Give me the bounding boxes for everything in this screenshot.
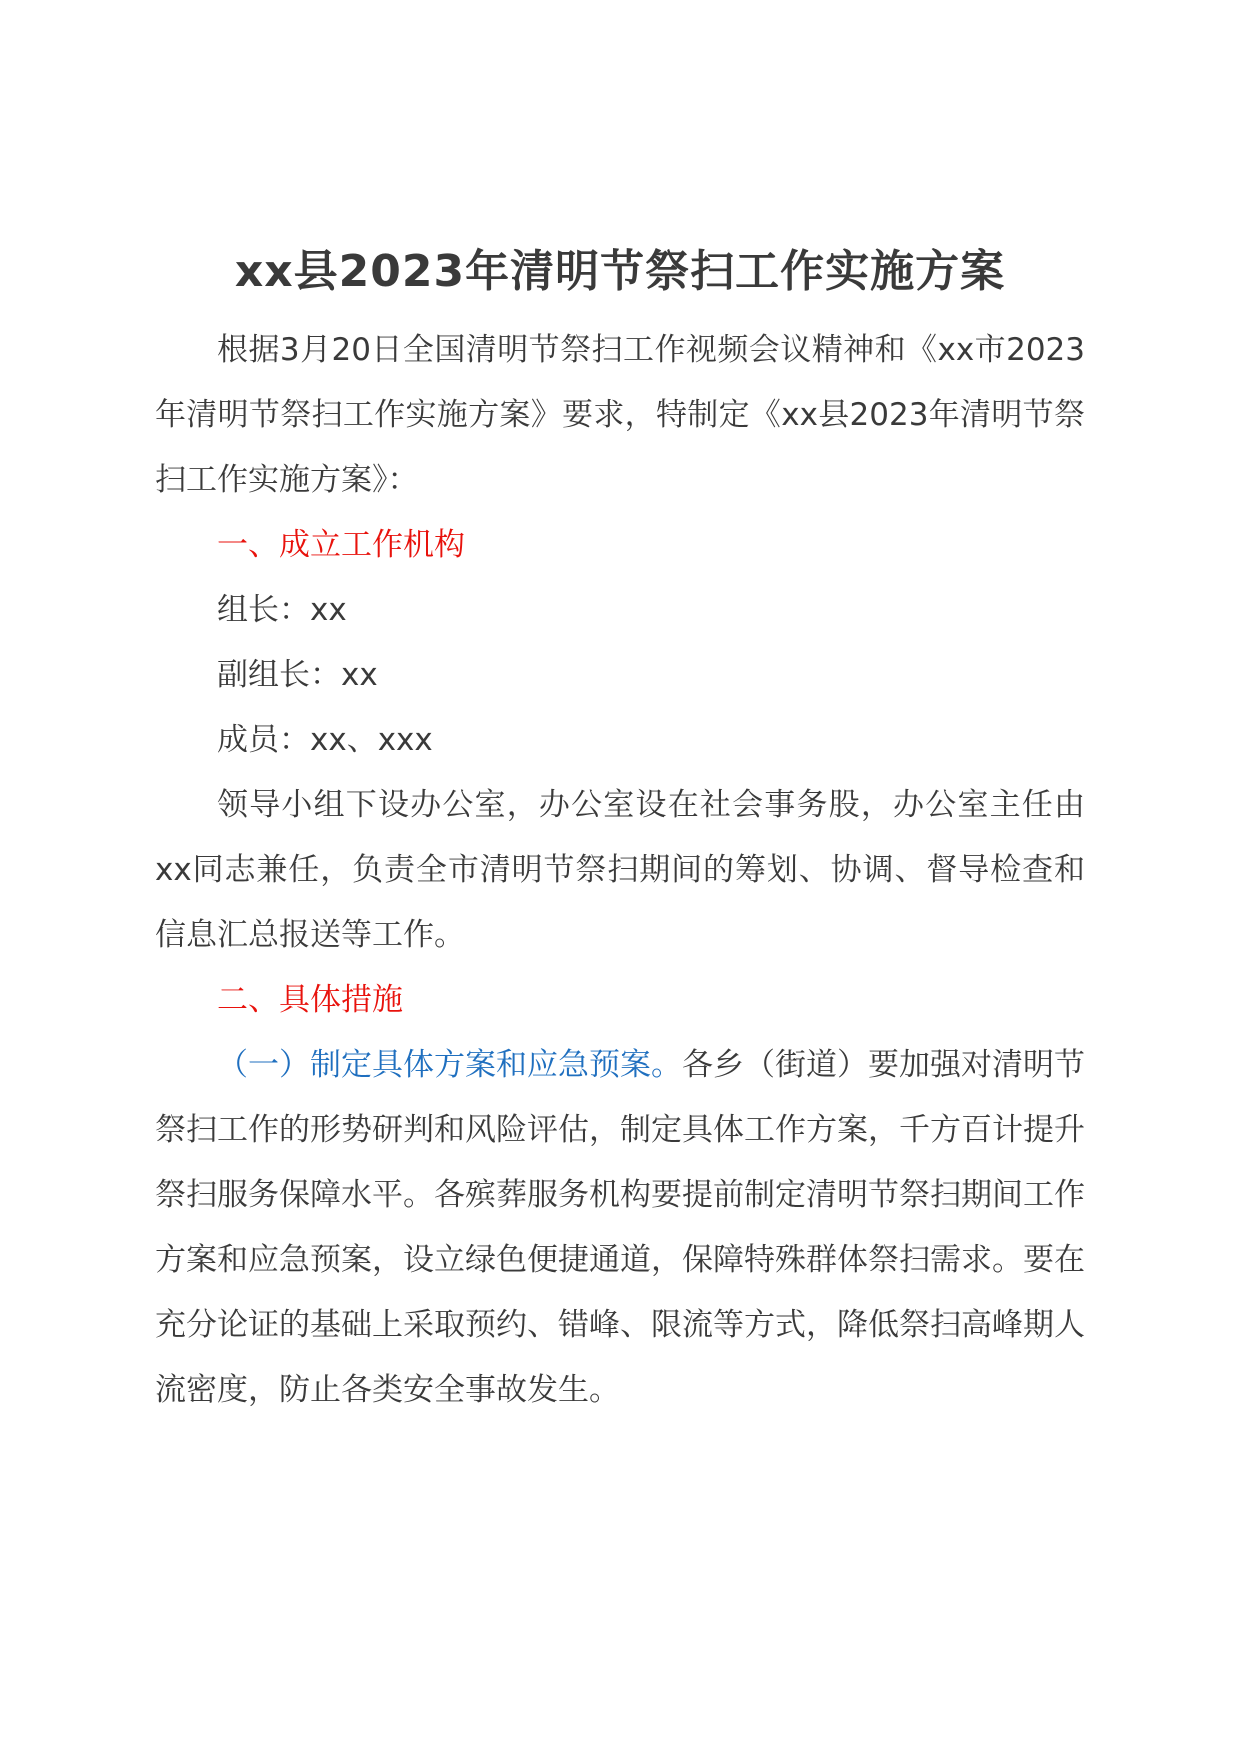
measure-1-title: （一）制定具体方案和应急预案。 bbox=[217, 1047, 682, 1083]
measure-1-body: 各乡（街道）要加强对清明节祭扫工作的形势研判和风险评估，制定具体工作方案，千方百计提升祭扫服务保障水平。各殡葬服务机构要提前制定清明节祭扫期间工作方案和应急预案，设立绿色便捷通道，保障特殊群体祭扫需求。要在充分论证的基础上采取预约、错峰、限流等方式，降低祭扫高峰期人流密度，防止各类安全事故发生。 bbox=[155, 1047, 1085, 1408]
document-page bbox=[155, 240, 1085, 1423]
leader-line: 组长：xx bbox=[217, 592, 347, 628]
measure-1-paragraph bbox=[155, 1033, 1085, 1423]
members-line: 成员：xx、xxx bbox=[217, 722, 433, 758]
deputy-leader-line: 副组长：xx bbox=[217, 657, 378, 693]
document-title: xx县2023年清明节祭扫工作实施方案 bbox=[234, 246, 1006, 297]
section-2-heading: 二、具体措施 bbox=[217, 982, 403, 1018]
intro-paragraph: 根据3月20日全国清明节祭扫工作视频会议精神和《xx市2023年清明节祭扫工作实施方案》要求，特制定《xx县2023年清明节祭扫工作实施方案》： bbox=[155, 332, 1085, 498]
office-paragraph: 领导小组下设办公室，办公室设在社会事务股，办公室主任由xx同志兼任，负责全市清明节祭扫期间的筹划、协调、督导检查和信息汇总报送等工作。 bbox=[155, 787, 1085, 953]
section-1-heading: 一、成立工作机构 bbox=[217, 527, 465, 563]
